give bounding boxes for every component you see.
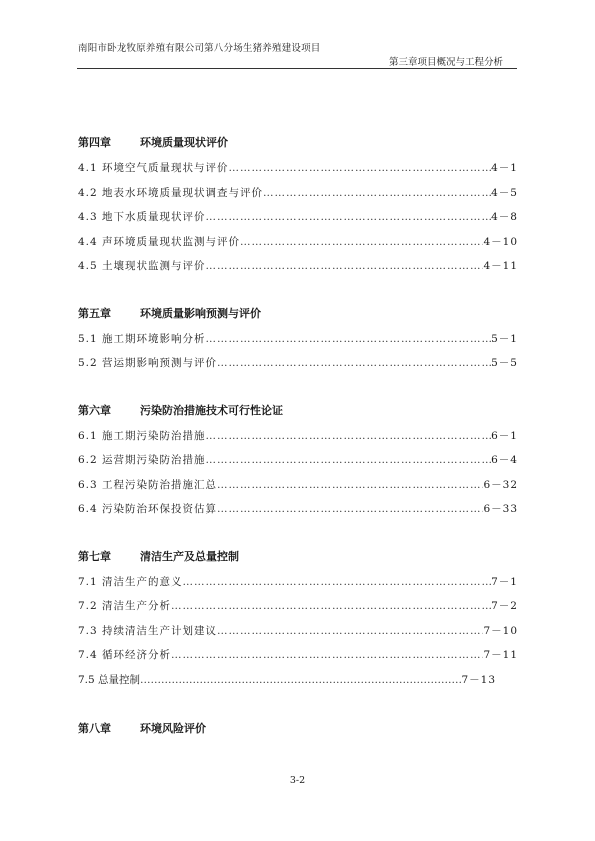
entry-title: 7.4 循环经济分析 [78,649,172,661]
chapter-title: 环境质量影响预测与评价 [140,306,261,320]
chapter-6-heading [78,400,518,420]
toc-entry-4-4[interactable] [78,230,518,255]
chapter-number: 第六章 [78,403,111,417]
entry-page: 6－4 [491,454,518,466]
entry-page: 6－1 [491,429,518,442]
entry-page: 6－32 [483,478,518,491]
entry-page: 5－5 [491,357,518,369]
entry-page: 7－11 [483,649,518,661]
entry-page: 4－5 [491,186,518,199]
toc-entry-6-2[interactable] [78,448,518,473]
toc-entry-6-3[interactable] [78,473,518,498]
leader-dots [171,643,483,668]
entry-page: 7－2 [491,600,518,612]
chapter-title: 清洁生产及总量控制 [140,549,239,563]
chapter-number: 第八章 [78,722,111,735]
chapter-number: 第七章 [78,549,111,563]
chapter-7-heading [78,546,518,566]
chapter-4-heading [78,132,518,152]
toc-entry-6-1[interactable] [78,424,518,449]
leader-dots [229,156,492,181]
leader-dots [217,619,483,644]
toc-entry-7-2[interactable] [78,594,518,619]
entry-page: 5－1 [491,332,518,345]
leader-dots [206,424,492,449]
entry-title: 5.2 营运期影响预测与评价 [78,357,218,369]
entry-page: 4－1 [491,162,518,174]
toc-entry-7-4[interactable] [78,643,518,668]
entry-title: 6.1 施工期污染防治措施 [78,429,206,442]
entry-title: 7.1 清洁生产的意义 [78,575,183,588]
entry-page: 7－13 [461,673,496,686]
chapter-number: 第五章 [78,306,111,320]
page-number: 3-2 [289,775,306,786]
header-left-title: 南阳市卧龙牧原养殖有限公司第八分场生猪养殖建设项目 [78,43,321,54]
chapter-number: 第四章 [78,136,111,149]
entry-title: 4.1 环境空气质量现状与评价 [78,162,229,174]
toc-entry-4-3[interactable] [78,205,518,230]
entry-page: 4－8 [491,211,518,223]
entry-page: 4－11 [483,260,518,272]
entry-title: 6.4 污染防治环保投资估算 [78,503,218,515]
toc-entry-4-2[interactable] [78,181,518,206]
toc-entry-6-4[interactable] [78,497,518,522]
leader-dots [217,497,483,522]
entry-page: 7－1 [491,575,518,588]
chapter-title: 环境风险评价 [140,722,206,735]
toc-entry-7-5[interactable] [78,668,496,693]
leader-dots [206,254,484,279]
table-of-contents [78,132,518,738]
entry-title: 7.3 持续清洁生产计划建议 [78,624,218,637]
entry-title: 4.3 地下水质量现状评价 [78,211,206,223]
entry-page: 7－10 [483,624,518,637]
toc-entry-4-5[interactable] [78,254,518,279]
leader-dots [206,327,492,352]
chapter-title: 环境质量现状评价 [140,136,228,149]
entry-title: 4.2 地表水环境质量现状调查与评价 [78,186,264,199]
leader-dots [140,668,461,693]
header-rule [77,68,517,69]
entry-title: 7.2 清洁生产分析 [78,600,172,612]
leader-dots [263,181,491,206]
entry-title: 5.1 施工期环境影响分析 [78,332,206,345]
toc-entry-5-2[interactable] [78,351,518,376]
entry-title: 6.2 运营期污染防治措施 [78,454,206,466]
entry-title: 7.5 总量控制 [78,673,141,686]
entry-title: 4.4 声环境质量现状监测与评价 [78,235,241,248]
entry-title: 4.5 土壤现状监测与评价 [78,260,206,272]
leader-dots [171,594,491,619]
toc-entry-5-1[interactable] [78,327,518,352]
toc-entry-4-1[interactable] [78,156,518,181]
leader-dots [217,351,491,376]
leader-dots [206,205,492,230]
chapter-8-heading [78,718,518,738]
chapter-5-heading [78,303,518,323]
toc-entry-7-3[interactable] [78,619,518,644]
entry-page: 4－10 [483,235,518,248]
leader-dots [240,230,483,255]
leader-dots [217,473,483,498]
leader-dots [183,570,492,595]
chapter-title: 污染防治措施技术可行性论证 [140,403,283,417]
entry-title: 6.3 工程污染防治措施汇总 [78,478,218,491]
header-right-title: 第三章项目概况与工程分析 [388,57,503,68]
entry-page: 6－33 [483,503,518,515]
leader-dots [206,448,492,473]
toc-entry-7-1[interactable] [78,570,518,595]
